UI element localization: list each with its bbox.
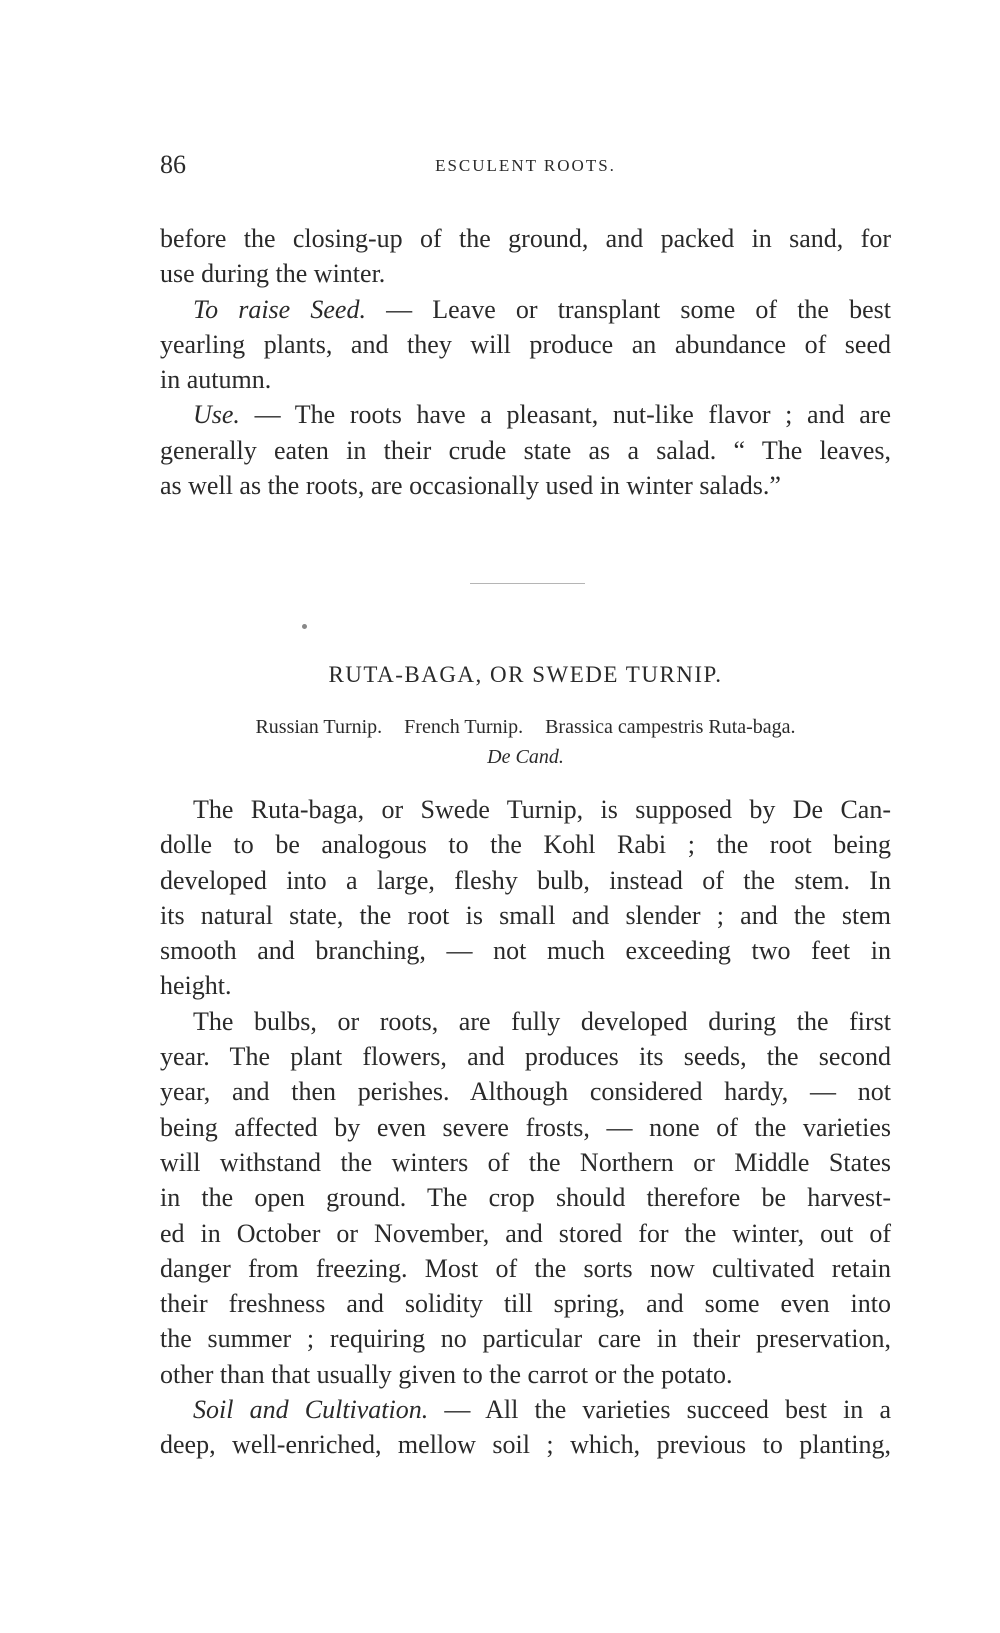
use-text: — The roots have a pleasant, nut-like flavor ; and are [239,400,891,430]
text-line: their freshness and solidity till spring, and some even into [160,1289,891,1319]
soil-label: Soil and Cultivation. [193,1395,429,1425]
seed-label: To raise Seed. [193,294,366,324]
page-speck [302,624,307,629]
text-line: year, and then perishes. Although considered hardy, — not [160,1077,891,1107]
text-line: generally eaten in their crude state as a salad. “ The leaves, [160,435,891,465]
text-line: the summer ; requiring no particular care in their preservation, [160,1324,891,1354]
soil-text: — All the varieties succeed best in a [428,1395,891,1425]
text-line: as well as the roots, are occasionally used in winter salads.” [160,471,781,501]
text-line: dolle to be analogous to the Kohl Rabi ; the root being [160,830,891,860]
page-number: 86 [160,150,186,179]
text-line: its natural state, the root is small and slender ; and the stem [160,900,891,930]
text-line [160,397,891,432]
text-line: year. The plant flowers, and produces its seeds, the second [160,1042,891,1072]
paragraph-1 [160,792,891,1463]
synonyms-block [160,712,891,772]
text-line: yearling plants, and they will produce an abundance of seed [160,329,891,359]
text-line [160,1392,891,1427]
seed-text: — Leave or transplant some of the best [365,294,892,324]
authority: De Cand. [487,746,564,768]
text-line: developed into a large, fleshy bulb, instead of the stem. In [160,865,891,895]
section-divider [470,583,585,584]
synonyms-line [160,712,891,742]
text-line: The Ruta-baga, or Swede Turnip, is supposed by De Can- [193,795,891,824]
use-label: Use. [193,400,240,430]
text-line: ed in October or November, and stored for the winter, out of [160,1218,891,1248]
text-line: in autumn. [160,365,272,395]
section-title: RUTA-BAGA, OR SWEDE TURNIP. [328,662,723,687]
page-header [160,150,891,190]
text-line: in the open ground. The crop should therefore be harvest- [160,1183,891,1213]
top-text-block [160,221,891,503]
text-line: danger from freezing. Most of the sorts now cultivated retain [160,1253,891,1283]
text-line: smooth and branching, — not much exceeding two feet in [160,936,891,966]
text-line: before the closing-up of the ground, and packed in sand, for [160,224,891,253]
text-line: other than that usually given to the carrot or the potato. [160,1359,733,1389]
synonym: French Turnip. [404,716,524,738]
text-line: being affected by even severe frosts, — none of the varieties [160,1112,891,1142]
text-line: use during the winter. [160,259,386,289]
text-line: deep, well-enriched, mellow soil ; which, previous to planting, [160,1430,891,1460]
synonym: Russian Turnip. [255,716,383,738]
running-head: ESCULENT ROOTS. [435,156,616,175]
text-line: The bulbs, or roots, are fully developed during the first [193,1006,891,1036]
text-line [160,292,891,327]
text-line: height. [160,971,232,1001]
synonym: Brassica campestris Ruta-baga. [545,716,796,738]
text-line: will withstand the winters of the Northern or Middle States [160,1147,891,1177]
